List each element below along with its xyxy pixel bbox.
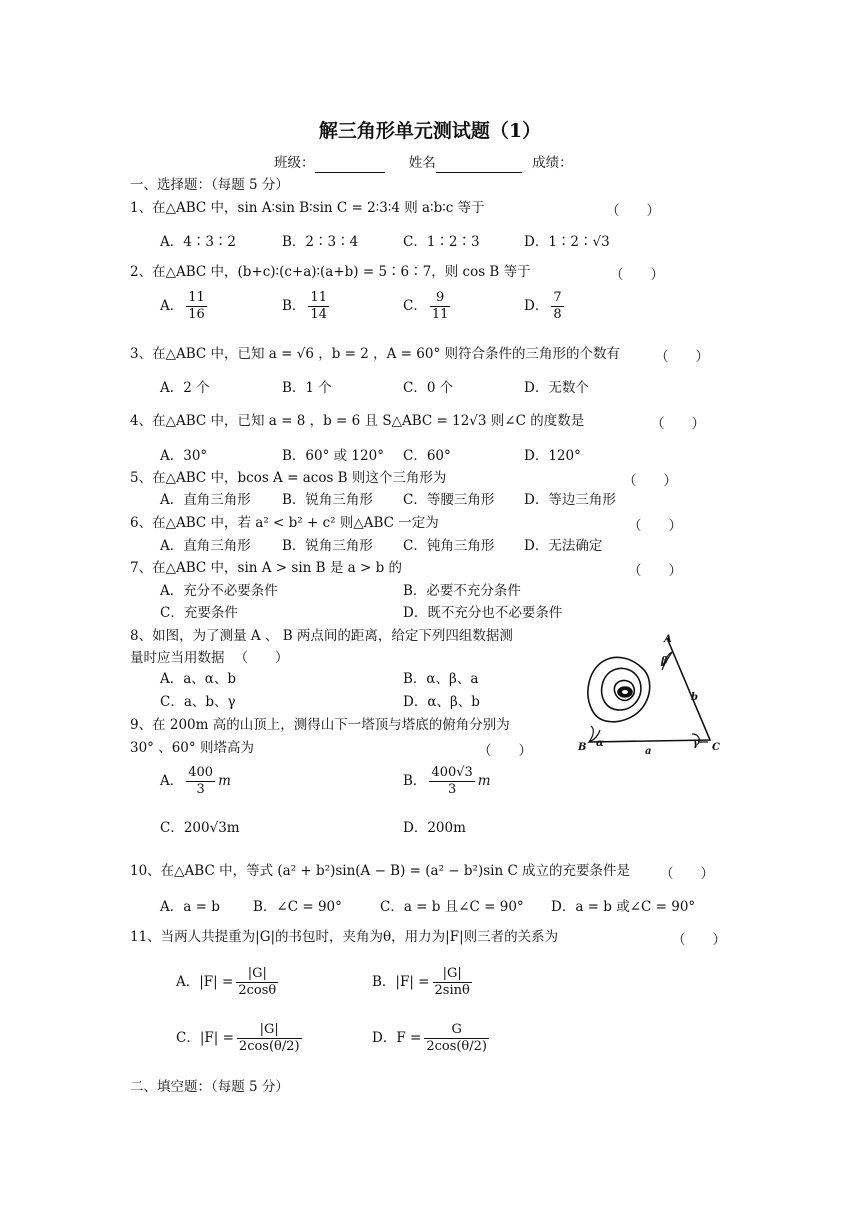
q10-option-a: A．a = b: [160, 899, 220, 915]
answer-paren-8: （ ）: [234, 650, 289, 666]
q8-option-c: C．a、b、γ: [160, 694, 236, 710]
q4-option-a: A．30°: [160, 448, 208, 464]
q4-option-c: C．60°: [403, 448, 451, 464]
answer-paren-4: （ ）: [651, 416, 705, 432]
question-9-stem-line1: 9、在 200m 高的山顶上，测得山下一塔顶与塔底的俯角分别为: [130, 717, 510, 733]
class-label: 班级：: [274, 155, 315, 171]
q8-option-d: D．α、β、b: [403, 694, 480, 710]
question-11-stem: 11、当两人共提重为|G|的书包时，夹角为θ，用力为|F|则三者的关系为: [130, 929, 559, 945]
q6-option-a: A．直角三角形: [160, 538, 251, 554]
q10-option-d: D．a = b 或∠C = 90°: [551, 899, 696, 915]
answer-paren-10: （ ）: [660, 866, 714, 882]
section-fill: 二、填空题：（每题 5 分）: [130, 1079, 289, 1095]
question-3-stem: 3、在△ABC 中，已知 a = √6 ，b = 2 ，A = 60° 则符合条件的三角形的个数有: [130, 346, 621, 362]
page-title: 解三角形单元测试题（1）: [318, 120, 542, 142]
answer-paren-11: （ ）: [672, 932, 726, 948]
q5-option-b: B．锐角三角形: [282, 492, 373, 508]
q9-option-b: B． $\frac{400√3}{3}$ m: [403, 765, 491, 797]
q5-option-a: A．直角三角形: [160, 492, 251, 508]
answer-paren-6: （ ）: [628, 518, 682, 534]
question-6-stem: 6、在△ABC 中，若 a² < b² + c² 则△ABC 一定为: [130, 515, 439, 531]
figure-label-B: B: [578, 742, 587, 753]
q5-option-d: D．等边三角形: [524, 492, 616, 508]
q7-option-c: C．充要条件: [160, 605, 238, 621]
q11-option-b: B．|F| = $\frac{|G|}{2\sin\theta}$: [372, 966, 470, 998]
q8-option-b: B．α、β、a: [403, 671, 479, 687]
q9-option-d: D．200m: [403, 820, 466, 836]
q4-option-b: B．60° 或 120°: [282, 448, 384, 464]
q10-option-c: C．a = b 且∠C = 90°: [380, 899, 524, 915]
q8-option-a: A．a、α、b: [160, 671, 237, 687]
q4-option-d: D．120°: [524, 448, 581, 464]
q5-option-c: C．等腰三角形: [403, 492, 495, 508]
q7-option-a: A．充分不必要条件: [160, 583, 278, 599]
figure-label-C: C: [712, 742, 720, 753]
figure-label-a: a: [645, 746, 652, 757]
q6-option-b: B．锐角三角形: [282, 538, 373, 554]
name-label: 姓名: [408, 155, 436, 171]
question-1-stem: 1、在△ABC 中，sin A∶sin B∶sin C = 2∶3∶4 则 a∶b∶c 等于: [130, 200, 485, 216]
answer-paren-1: （ ）: [606, 203, 660, 219]
question-5-stem: 5、在△ABC 中，bcos A = acos B 则这个三角形为: [130, 470, 447, 486]
q1-option-b: B．2∶3∶4: [282, 234, 359, 250]
answer-paren-5: （ ）: [623, 473, 677, 489]
q3-option-a: A．2 个: [160, 380, 210, 396]
q7-option-d: D．既不充分也不必要条件: [403, 605, 563, 621]
triangle-contour-figure: [572, 630, 722, 758]
name-blank: [436, 154, 522, 173]
question-4-stem: 4、在△ABC 中，已知 a = 8 ，b = 6 且 S△ABC = 12√3 则∠C 的度数是: [130, 413, 585, 429]
q7-option-b: B．必要不充分条件: [403, 583, 521, 599]
q3-option-d: D．无数个: [524, 380, 589, 396]
q11-option-c: C．|F| = $\frac{|G|}{2\cos(\theta/2)}$: [176, 1022, 300, 1054]
answer-paren-3: （ ）: [655, 349, 709, 365]
q2-option-d: D． $\frac{7}{8}$: [524, 290, 562, 322]
question-7-stem: 7、在△ABC 中，sin A > sin B 是 a > b 的: [130, 560, 402, 576]
figure-label-b: b: [691, 692, 698, 703]
q11-option-a: A．|F| = $\frac{|G|}{2\cos\theta}$: [176, 966, 277, 998]
q2-option-b: B． $\frac{11}{14}$: [282, 290, 327, 322]
student-info-row: [274, 154, 573, 173]
q1-option-c: C．1∶2∶3: [403, 234, 480, 250]
q2-option-a: A． $\frac{11}{16}$: [160, 290, 205, 322]
q1-option-a: A．4∶3∶2: [160, 234, 237, 250]
question-10-stem: 10、在△ABC 中，等式 (a² + b²)sin(A − B) = (a² − b²)sin C 成立的充要条件是: [130, 863, 631, 879]
answer-paren-7: （ ）: [628, 563, 682, 579]
class-blank: [315, 154, 385, 173]
question-2-stem: 2、在△ABC 中，(b+c)∶(c+a)∶(a+b) = 5∶6∶7，则 cos B 等于: [130, 264, 531, 280]
figure-label-beta: β: [661, 656, 668, 667]
answer-paren-2: （ ）: [610, 267, 664, 283]
section-choice: 一、选择题：（每题 5 分）: [130, 177, 289, 193]
q3-option-b: B．1 个: [282, 380, 332, 396]
answer-paren-9: （ ）: [478, 743, 532, 759]
q6-option-c: C．钝角三角形: [403, 538, 495, 554]
score-label: 成绩：: [532, 155, 573, 171]
question-9-stem-line2: 30° 、60° 则塔高为: [130, 740, 254, 756]
question-8-stem-line1: 8、如图，为了测量 A 、 B 两点间的距离，给定下列四组数据测: [130, 628, 513, 644]
figure-label-gamma: γ: [693, 738, 700, 749]
q2-option-c: C． $\frac{9}{11}$: [403, 290, 449, 322]
q1-option-d: D．1∶2∶√3: [524, 234, 610, 250]
q6-option-d: D．无法确定: [524, 538, 603, 554]
question-8-stem-line2: 量时应当用数据 （ ）: [130, 650, 289, 666]
q9-option-a: A． $\frac{400}{3}$ m: [160, 765, 231, 797]
figure-label-alpha: α: [596, 738, 604, 749]
q11-option-d: D．F = $\frac{G}{2\cos(\theta/2)}$: [372, 1022, 487, 1054]
q3-option-c: C．0 个: [403, 380, 454, 396]
figure-label-A: A: [664, 634, 672, 645]
q9-option-c: C．200√3m: [160, 820, 240, 836]
q10-option-b: B．∠C = 90°: [253, 899, 342, 915]
